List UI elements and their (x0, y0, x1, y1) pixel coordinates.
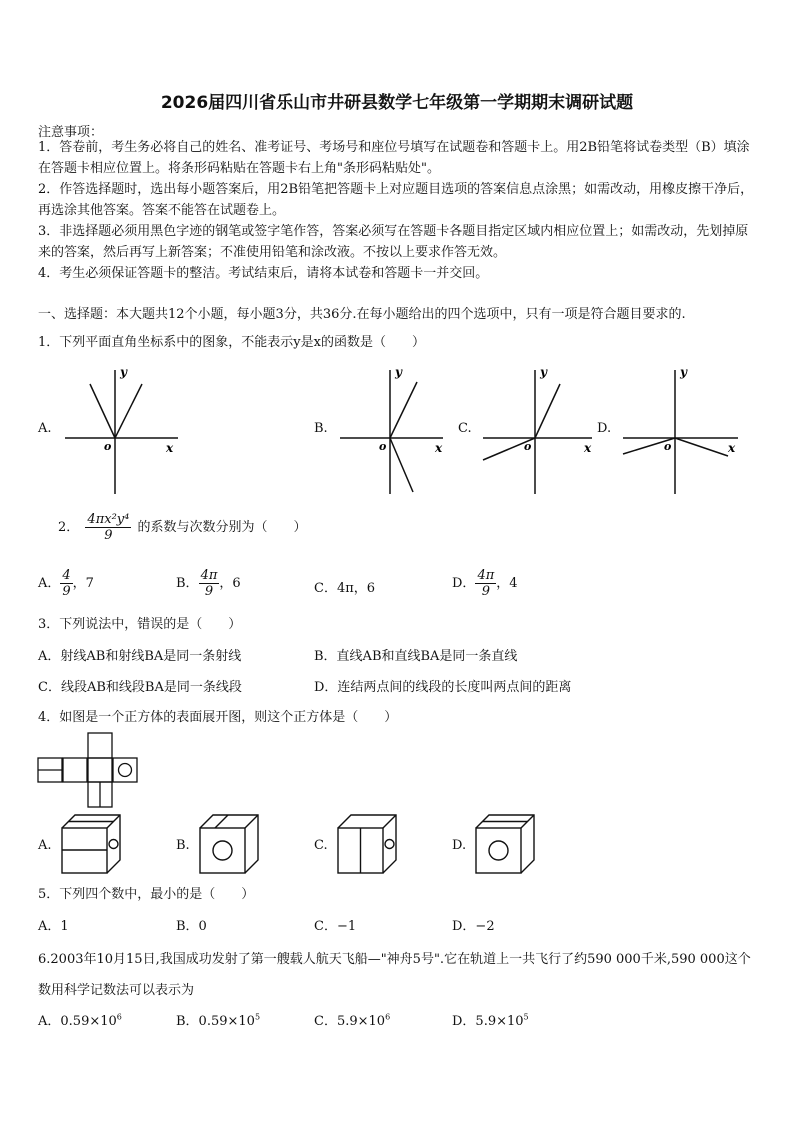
q2-option-c[interactable]: C．4π，6 (314, 581, 376, 596)
q5-option-a[interactable]: A．1 (38, 919, 69, 934)
q1-option-b-label[interactable]: B. (314, 421, 328, 436)
q4-option-b-label[interactable]: B. (176, 838, 190, 853)
svg-text:x: x (728, 441, 736, 455)
q5-option-b[interactable]: B．0 (176, 919, 207, 934)
q1-option-d-label[interactable]: D. (597, 421, 612, 436)
axis-x-label: x (166, 441, 174, 455)
q2-option-a[interactable]: A． $\frac{4}{9}$ ，7 (38, 568, 94, 599)
q5-stem: 5．下列四个数中，最小的是（ ） (38, 887, 255, 902)
q5-option-d[interactable]: D．−2 (452, 919, 495, 934)
q1-option-a-label[interactable]: A. (38, 421, 52, 436)
q1-graph-a (60, 362, 190, 497)
q4-cube-b (198, 813, 260, 875)
svg-text:o: o (524, 440, 532, 453)
section-heading: 一、选择题：本大题共12个小题，每小题3分，共36分.在每小题给出的四个选项中，只有一项是符合题目要求的. (38, 307, 686, 322)
svg-text:x: x (435, 441, 443, 455)
q4-stem: 4．如图是一个正方体的表面展开图，则这个正方体是（ ） (38, 710, 398, 725)
notice-item-2: 2．作答选择题时，选出每小题答案后，用2B铅笔把答题卡上对应题目选项的答案信息点涂黑；如需改动，用橡皮擦干净后，再选涂其他答案。答案不能答在试题卷上。 (38, 182, 754, 218)
axis-y-label: y (120, 365, 127, 379)
q3-option-d[interactable]: D．连结两点间的线段的长度叫两点间的距离 (314, 680, 572, 695)
q6-option-c[interactable]: C．$5.9\times 10^6$ (314, 1012, 391, 1029)
svg-text:y: y (540, 365, 547, 379)
notice-item-1: 1．答卷前，考生务必将自己的姓名、准考证号、考场号和座位号填写在试题卷和答题卡上。用2B铅笔将试卷类型（B）填涂在答题卡相应位置上。将条形码粘贴在答题卡右上角"条形码粘贴处"。 (38, 140, 750, 176)
q1-option-c-label[interactable]: C. (458, 421, 472, 436)
q2-option-d[interactable]: D． $\frac{4\pi}{9}$ ，4 (452, 568, 518, 599)
q4-option-d-label[interactable]: D. (452, 838, 467, 853)
q2-fraction-numerator: 4πx²y⁴ (87, 512, 130, 527)
q6-option-d[interactable]: D．$5.9\times 10^5$ (452, 1012, 529, 1029)
q3-option-b[interactable]: B．直线AB和直线BA是同一条直线 (314, 649, 518, 664)
svg-text:o: o (664, 440, 672, 453)
q6-stem: 6.2003年10月15日,我国成功发射了第一艘载人航天飞船—"神舟5号".它在轨道上一共飞行了约590 000千米,590 000这个数用科学记数法可以表示为 (38, 952, 751, 998)
q1-graph-c (480, 362, 600, 497)
page-title: 2026届四川省乐山市井研县数学七年级第一学期期末调研试题 (160, 93, 634, 113)
q1-stem: 1．下列平面直角坐标系中的图象，不能表示y是x的函数是（ ） (38, 335, 425, 350)
notice-item-4: 4．考生必须保证答题卡的整洁。考试结束后，请将本试卷和答题卡一并交回。 (38, 266, 489, 281)
q5-option-c[interactable]: C．−1 (314, 919, 357, 934)
q4-cube-d (474, 813, 536, 875)
q2-option-b[interactable]: B． $\frac{4\pi}{9}$ ，6 (176, 568, 241, 599)
q1-graph-d (620, 362, 745, 497)
q4-option-c-label[interactable]: C. (314, 838, 328, 853)
q6-option-a[interactable]: A．$0.59\times 10^6$ (38, 1012, 122, 1029)
origin-label: o (104, 440, 112, 453)
q1-graph-b (335, 362, 455, 497)
q4-cube-c (336, 813, 398, 875)
q3-option-a[interactable]: A．射线AB和射线BA是同一条射线 (38, 649, 242, 664)
q2-fraction-denominator: 9 (104, 528, 113, 543)
q3-stem: 3．下列说法中，错误的是（ ） (38, 617, 242, 632)
svg-text:y: y (395, 365, 402, 379)
q3-option-c[interactable]: C．线段AB和线段BA是同一条线段 (38, 680, 242, 695)
cube-net-figure (36, 732, 142, 808)
notice-item-3: 3．非选择题必须用黑色字迹的钢笔或签字笔作答，答案必须写在答题卡各题目指定区域内相应位置上；如需改动，先划掉原来的答案，然后再写上新答案；不准使用铅笔和涂改液。不按以上要求作答无效。 (38, 224, 749, 260)
notice-heading: 注意事项： (38, 125, 104, 140)
q4-cube-a (60, 813, 122, 875)
svg-text:o: o (379, 440, 387, 453)
q4-option-a-label[interactable]: A. (38, 838, 52, 853)
q6-option-b[interactable]: B．$0.59\times 10^5$ (176, 1012, 261, 1029)
svg-text:y: y (680, 365, 687, 379)
q2-stem: 2． $\frac{\text{4πx²y⁴}}{9}$ 的系数与次数分别为（ ） (58, 512, 307, 543)
svg-text:x: x (584, 441, 592, 455)
